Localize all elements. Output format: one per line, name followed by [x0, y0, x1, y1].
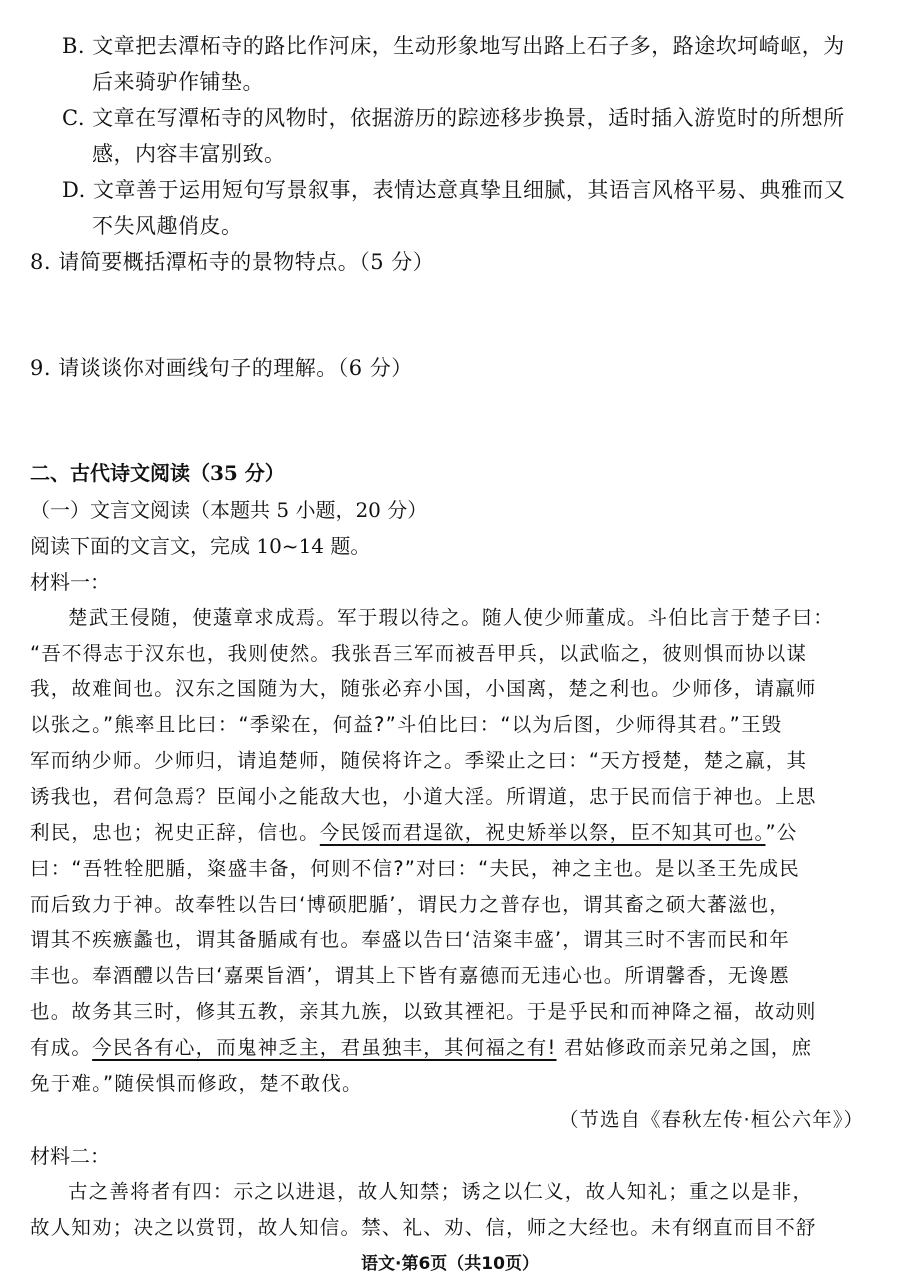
- section-subtitle: （一）文言文阅读（本题共 5 小题，20 分）: [30, 498, 428, 522]
- material1-text: 有成。: [30, 1036, 93, 1059]
- option-d-line2: 不失风趣俏皮。: [92, 214, 243, 238]
- material1-text: ”公: [765, 821, 798, 844]
- material1-text: 利民，忠也；祝史正辞，信也。: [30, 821, 320, 844]
- material2-label: 材料二：: [30, 1144, 110, 1168]
- material1-line: 诱我也，君何急焉？臣闻小之能敌大也，小道大淫。所谓道，忠于民而信于神也。上思: [30, 785, 817, 808]
- option-c-line2: 感，内容丰富别致。: [92, 142, 286, 166]
- material1-line: [30, 1032, 812, 1060]
- material1-line: 丰也。奉酒醴以告曰‘嘉栗旨酒’，谓其上下皆有嘉德而无违心也。所谓馨香，无谗慝: [30, 964, 790, 987]
- material1-line: 免于难。”随侯惧而修政，楚不敢伐。: [30, 1072, 363, 1095]
- material2-line: 故人知劝；决之以赏罚，故人知信。禁、礼、劝、信，师之大经也。未有纲直而目不舒: [30, 1216, 817, 1239]
- material1-line: 以张之。”熊率且比曰：“季梁在，何益?”斗伯比曰：“以为后图，少师得其君。”王毁: [30, 713, 783, 736]
- option-b-line1: B. 文章把去潭柘寺的路比作河床，生动形象地写出路上石子多，路途坎坷崎岖，为: [62, 34, 845, 58]
- material1-source: （节选自《春秋左传·桓公六年》）: [559, 1108, 864, 1131]
- underlined-sentence-2: 今民各有心，而鬼神乏主，君虽独丰，其何福之有!: [92, 1036, 557, 1059]
- page-footer: 语文·第6页（共10页）: [361, 1254, 539, 1274]
- option-b-line2: 后来骑驴作铺垫。: [92, 70, 264, 94]
- material1-line: 谓其不疾瘯蠡也，谓其备腯咸有也。奉盛以告曰‘洁粢丰盛’，谓其三时不害而民和年: [30, 928, 790, 951]
- option-c-line1: C. 文章在写潭柘寺的风物时，依据游历的踪迹移步换景，适时插入游览时的所想所: [62, 106, 845, 130]
- material1-line: “吾不得志于汉东也，我则使然。我张吾三军而被吾甲兵，以武临之，彼则惧而协以谋: [30, 642, 808, 665]
- material1-text: 君姑修政而亲兄弟之国，庶: [556, 1036, 813, 1059]
- question-8: 8. 请简要概括潭柘寺的景物特点。（5 分）: [30, 250, 435, 274]
- material1-line: 军而纳少师。少师归，请追楚师，随侯将许之。季梁止之曰：“天方授楚，楚之羸，其: [30, 749, 808, 772]
- question-9: 9. 请谈谈你对画线句子的理解。（6 分）: [30, 356, 413, 380]
- material1-line: 我，故难间也。汉东之国随为大，随张必弃小国，小国离，楚之利也。少师侈，请羸师: [30, 677, 817, 700]
- material1-line: 而后致力于神。故奉牲以告曰‘博硕肥腯’，谓民力之普存也，谓其畜之硕大蕃滋也，: [30, 893, 790, 916]
- option-d-line1: D. 文章善于运用短句写景叙事，表情达意真挚且细腻，其语言风格平易、典雅而又: [62, 178, 846, 202]
- material2-line: 古之善将者有四：示之以进退，故人知禁；诱之以仁义，故人知礼；重之以是非，: [68, 1180, 814, 1203]
- material1-label: 材料一：: [30, 570, 110, 594]
- underlined-sentence-1: 今民馁而君逞欲，祝史矫举以祭，臣不知其可也。: [319, 821, 766, 844]
- material1-line: 楚武王侵随，使薳章求成焉。军于瑕以待之。随人使少师董成。斗伯比言于楚子曰：: [68, 606, 834, 629]
- section-title: 二、古代诗文阅读（35 分）: [30, 461, 285, 485]
- material1-line: 也。故务其三时，修其五教，亲其九族，以致其禋祀。于是乎民和而神降之福，故动则: [30, 1000, 817, 1023]
- section-instruction: 阅读下面的文言文，完成 10~14 题。: [30, 534, 371, 558]
- material1-line: 曰：“吾牲牷肥腯，粢盛丰备，何则不信?”对曰：“夫民，神之主也。是以圣王先成民: [30, 857, 800, 880]
- material1-line: [30, 817, 797, 845]
